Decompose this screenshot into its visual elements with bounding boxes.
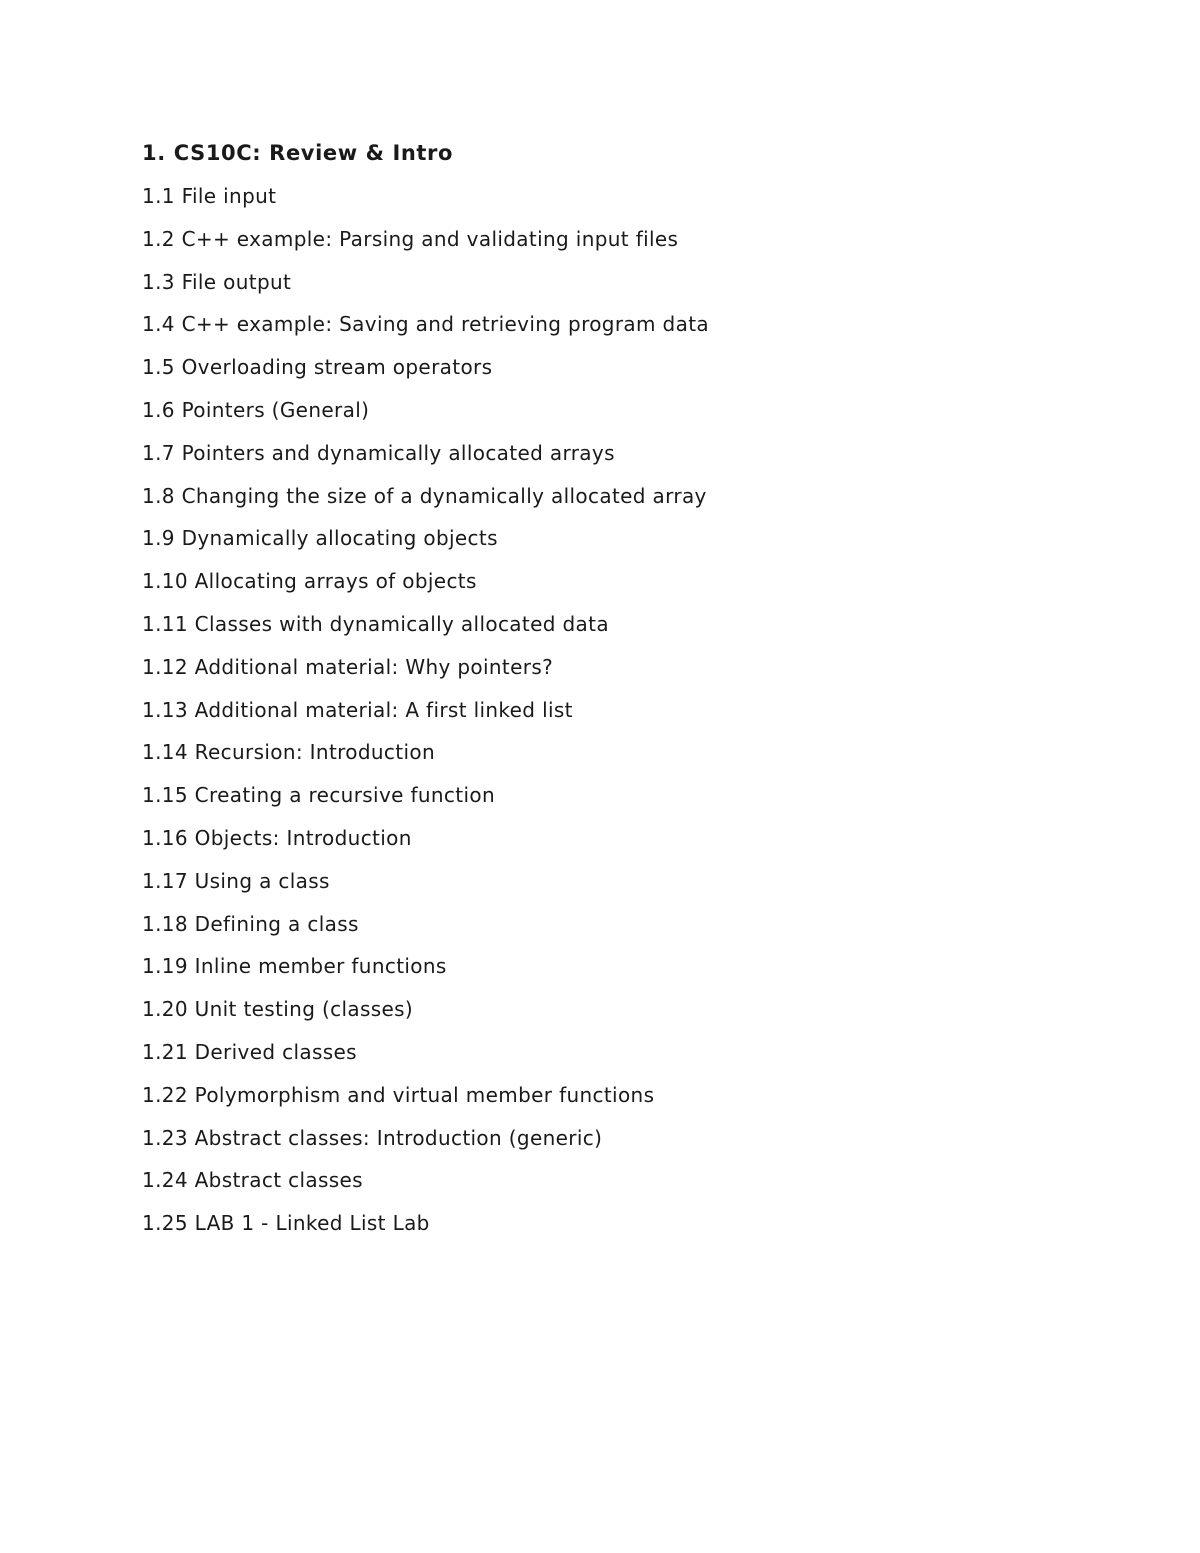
section-item: 1.15 Creating a recursive function [142, 783, 495, 808]
section-item: 1.1 File input [142, 184, 277, 208]
section-item-list [142, 182, 709, 1252]
section-item: 1.25 LAB 1 - Linked List Lab [142, 1211, 430, 1236]
section-item: 1.22 Polymorphism and virtual member functions [142, 1082, 655, 1107]
section-item: 1.18 Defining a class [142, 911, 359, 936]
section-item: 1.9 Dynamically allocating objects [142, 526, 498, 551]
section-item: 1.23 Abstract classes: Introduction (generic) [142, 1125, 603, 1150]
section-item: 1.4 C++ example: Saving and retrieving program data [142, 312, 709, 337]
section-item: 1.14 Recursion: Introduction [142, 740, 435, 765]
section-item: 1.5 Overloading stream operators [142, 355, 493, 380]
section-item: 1.10 Allocating arrays of objects [142, 569, 477, 594]
section-item: 1.2 C++ example: Parsing and validating input files [142, 226, 679, 251]
section-item: 1.19 Inline member functions [142, 954, 447, 979]
section-item: 1.17 Using a class [142, 868, 330, 893]
section-item: 1.24 Abstract classes [142, 1168, 363, 1193]
section-heading: 1. CS10C: Review & Intro [142, 141, 454, 165]
section-item: 1.6 Pointers (General) [142, 397, 370, 422]
section-item: 1.3 File output [142, 269, 292, 294]
section-item: 1.16 Objects: Introduction [142, 825, 412, 850]
section-item: 1.11 Classes with dynamically allocated data [142, 611, 609, 636]
section-item: 1.21 Derived classes [142, 1039, 357, 1064]
section-item: 1.12 Additional material: Why pointers? [142, 654, 554, 679]
section-item: 1.7 Pointers and dynamically allocated arrays [142, 440, 615, 465]
section-item: 1.20 Unit testing (classes) [142, 997, 414, 1022]
section-item: 1.8 Changing the size of a dynamically allocated array [142, 483, 707, 508]
section-item: 1.13 Additional material: A first linked list [142, 697, 573, 722]
